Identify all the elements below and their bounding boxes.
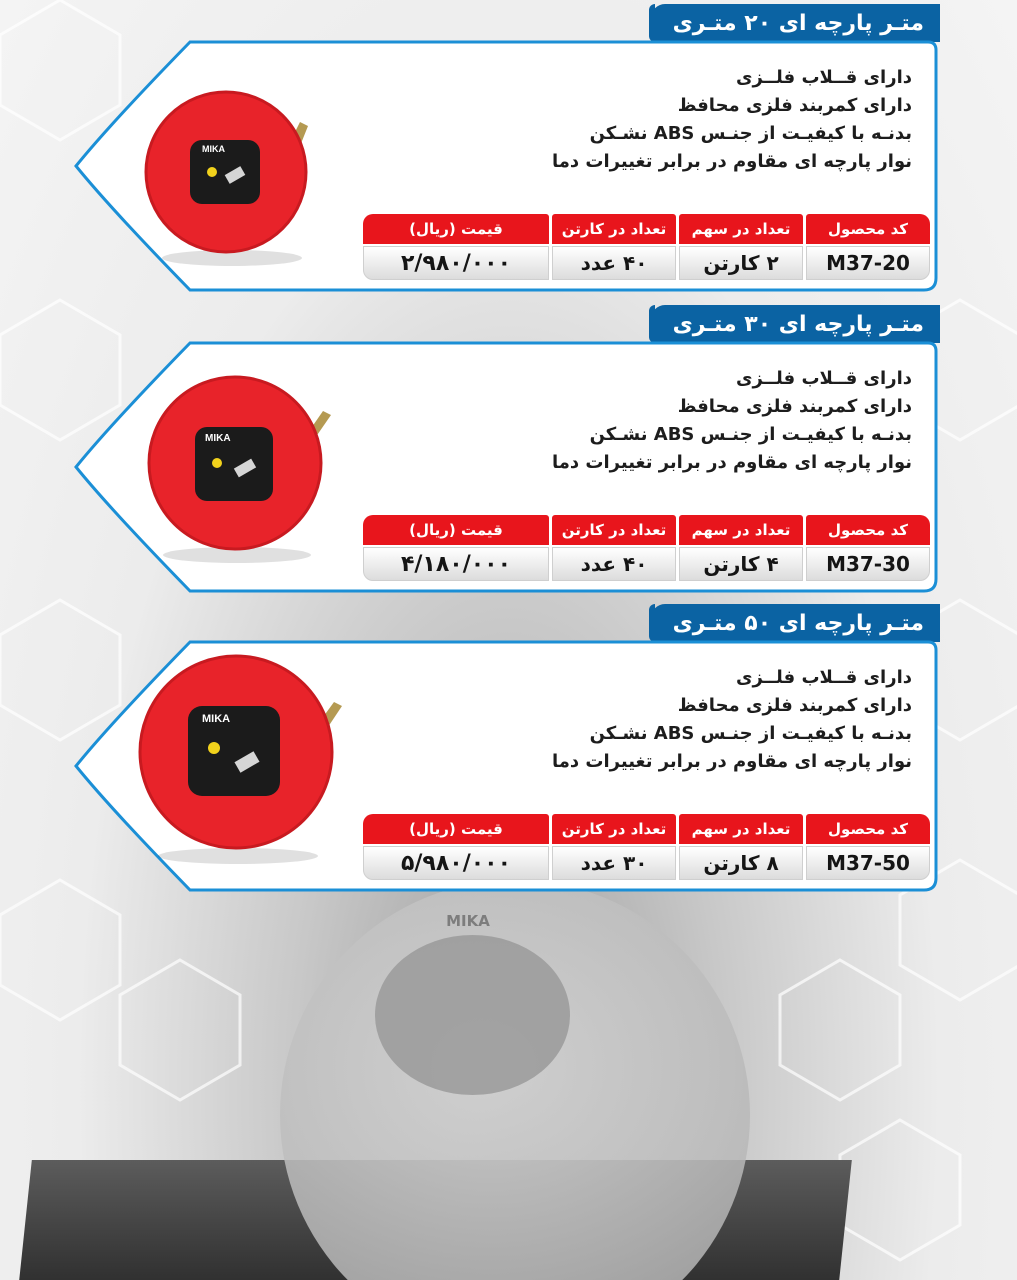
svg-text:MIKA: MIKA <box>205 433 231 444</box>
pack-value: ۸ کارتن <box>679 846 803 880</box>
feature-item: نوار پارچه ای مقاوم در برابر تغییرات دما <box>551 751 912 772</box>
carton-value: ۴۰ عدد <box>552 246 676 280</box>
header-pack: تعداد در سهم <box>679 515 803 545</box>
code-column <box>806 515 930 581</box>
feature-list <box>552 664 912 776</box>
product-code: M37-20 <box>806 246 930 280</box>
price-column <box>363 214 549 280</box>
svg-text:MIKA: MIKA <box>202 144 225 154</box>
carton-value: ۴۰ عدد <box>552 547 676 581</box>
price-value: ۵/۹۸۰/۰۰۰ <box>363 846 549 880</box>
price-column <box>363 814 549 880</box>
background-reel-hub <box>375 935 570 1095</box>
feature-item: دارای کمربند فلزی محافظ <box>677 695 912 716</box>
card-title-text: متـر پارچه ای ۵۰ متـری <box>672 610 924 636</box>
price-value: ۲/۹۸۰/۰۰۰ <box>363 246 549 280</box>
price-value: ۴/۱۸۰/۰۰۰ <box>363 547 549 581</box>
feature-item: نوار پارچه ای مقاوم در برابر تغییرات دما <box>551 151 912 172</box>
spec-table <box>362 515 930 581</box>
header-code: کد محصول <box>806 515 930 545</box>
feature-list <box>552 64 912 176</box>
feature-item: دارای کمربند فلزی محافظ <box>677 396 912 417</box>
carton-value: ۳۰ عدد <box>552 846 676 880</box>
tape-reel-image <box>140 82 340 276</box>
product-card-30m <box>70 305 940 597</box>
carton-column <box>552 214 676 280</box>
tape-reel-image <box>138 644 353 873</box>
header-carton: تعداد در کارتن <box>552 214 676 244</box>
pack-value: ۴ کارتن <box>679 547 803 581</box>
feature-item: دارای قــلاب فلــزی <box>736 667 912 688</box>
feature-list <box>552 365 912 477</box>
feature-item: دارای قــلاب فلــزی <box>736 67 912 88</box>
feature-item: بدنـه با کیفیـت از جنـس ABS نشـکن <box>589 123 912 144</box>
product-code: M37-50 <box>806 846 930 880</box>
product-card-20m <box>70 4 940 296</box>
carton-column <box>552 814 676 880</box>
card-title-text: متـر پارچه ای ۳۰ متـری <box>672 311 924 337</box>
tape-reel-image <box>145 367 345 571</box>
price-column <box>363 515 549 581</box>
spec-table <box>362 814 930 880</box>
card-title <box>651 4 940 42</box>
header-pack: تعداد در سهم <box>679 814 803 844</box>
header-price: قیمت (ریال) <box>363 814 549 844</box>
header-code: کد محصول <box>806 214 930 244</box>
code-column <box>806 214 930 280</box>
product-card-50m <box>70 604 940 896</box>
feature-item: بدنـه با کیفیـت از جنـس ABS نشـکن <box>589 424 912 445</box>
background-brand-logo: MIKA <box>446 912 490 930</box>
product-code: M37-30 <box>806 547 930 581</box>
header-carton: تعداد در کارتن <box>552 814 676 844</box>
pack-column <box>679 515 803 581</box>
feature-item: دارای قــلاب فلــزی <box>736 368 912 389</box>
header-price: قیمت (ریال) <box>363 515 549 545</box>
feature-item: بدنـه با کیفیـت از جنـس ABS نشـکن <box>589 723 912 744</box>
spec-table <box>362 214 930 280</box>
pack-column <box>679 814 803 880</box>
svg-text:MIKA: MIKA <box>202 713 231 725</box>
header-code: کد محصول <box>806 814 930 844</box>
header-pack: تعداد در سهم <box>679 214 803 244</box>
card-title <box>651 604 940 642</box>
pack-column <box>679 214 803 280</box>
feature-item: نوار پارچه ای مقاوم در برابر تغییرات دما <box>551 452 912 473</box>
card-title-text: متـر پارچه ای ۲۰ متـری <box>672 10 924 36</box>
code-column <box>806 814 930 880</box>
pack-value: ۲ کارتن <box>679 246 803 280</box>
header-price: قیمت (ریال) <box>363 214 549 244</box>
carton-column <box>552 515 676 581</box>
card-title <box>651 305 940 343</box>
header-carton: تعداد در کارتن <box>552 515 676 545</box>
feature-item: دارای کمربند فلزی محافظ <box>677 95 912 116</box>
